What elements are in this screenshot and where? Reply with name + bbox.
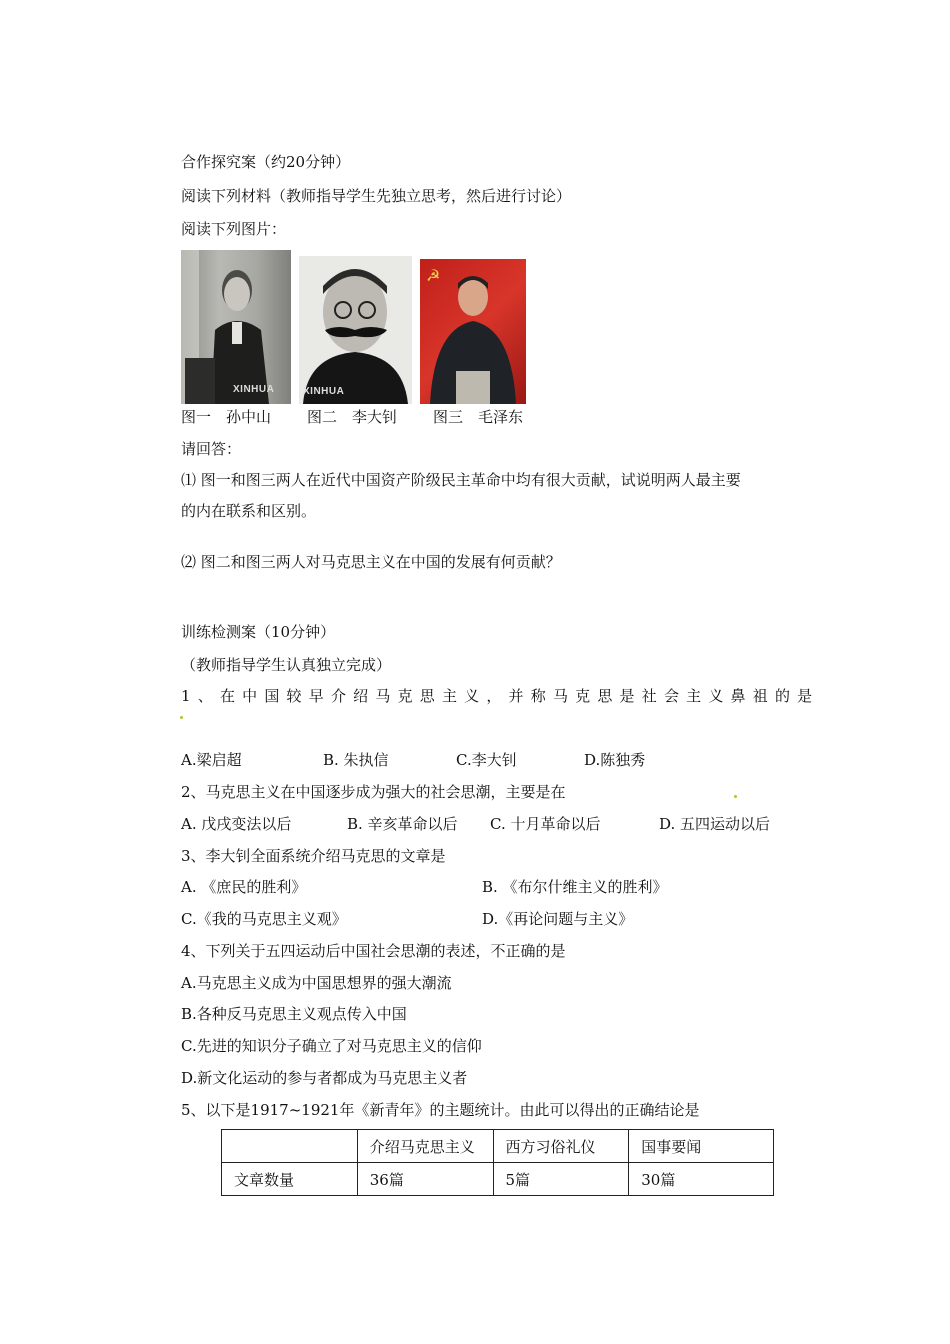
question-1-option-a: A.梁启超	[181, 751, 242, 769]
question-4-stem: 4、下列关于五四运动后中国社会思潮的表述，不正确的是	[181, 942, 566, 960]
question-1-stem: 1、在中国较早介绍马克思主义，并称马克思是社会主义鼻祖的是	[181, 687, 820, 705]
question-4-option-c: C.先进的知识分子确立了对马克思主义的信仰	[181, 1037, 482, 1055]
question-3-stem: 3、李大钊全面系统介绍马克思的文章是	[181, 847, 446, 865]
stray-mark	[734, 795, 737, 798]
watermark-1: XINHUA	[233, 384, 275, 395]
table-header-cell: 介绍马克思主义	[357, 1130, 493, 1163]
table-cell: 36篇	[357, 1163, 493, 1196]
question-3-option-d: D.《再论问题与主义》	[482, 910, 634, 928]
training-note: （教师指导学生认真独立完成）	[181, 656, 392, 674]
caption-3: 图三 毛泽东	[433, 408, 524, 426]
question-2-stem: 2、马克思主义在中国逐步成为强大的社会思潮，主要是在	[181, 783, 566, 801]
table-cell: 5篇	[493, 1163, 629, 1196]
svg-text:☭: ☭	[426, 266, 441, 285]
coop-question-2: ⑵ 图二和图三两人对马克思主义在中国的发展有何贡献？	[181, 553, 561, 571]
theme-statistics-table	[221, 1129, 774, 1196]
stray-mark	[180, 716, 183, 719]
question-4-option-a: A.马克思主义成为中国思想界的强大潮流	[181, 974, 452, 992]
coop-question-1-line1: ⑴ 图一和图三两人在近代中国资产阶级民主革命中均有很大贡献，试说明两人最主要	[181, 471, 741, 489]
portrait-figure-icon	[420, 259, 526, 404]
table-header-cell: 国事要闻	[629, 1130, 774, 1163]
coop-heading: 合作探究案（约20分钟）	[181, 153, 351, 171]
table-header-cell: 西方习俗礼仪	[493, 1130, 629, 1163]
question-1-option-d: D.陈独秀	[584, 751, 646, 769]
answer-prompt: 请回答：	[181, 440, 242, 458]
coop-question-1-line2: 的内在联系和区别。	[181, 502, 317, 520]
question-3-option-c: C.《我的马克思主义观》	[181, 910, 347, 928]
question-1-option-b: B. 朱执信	[323, 751, 389, 769]
training-heading: 训练检测案（10分钟）	[181, 623, 336, 641]
table-cell: 30篇	[629, 1163, 774, 1196]
table-cell: 文章数量	[222, 1163, 358, 1196]
photo-sun-yatsen	[181, 250, 291, 404]
caption-1: 图一 孙中山	[181, 408, 272, 426]
question-2-option-d: D. 五四运动以后	[659, 815, 771, 833]
portrait-figure-icon	[181, 250, 291, 404]
question-2-option-c: C. 十月革命以后	[490, 815, 601, 833]
table-header-row	[222, 1130, 774, 1163]
table-header-cell	[222, 1130, 358, 1163]
question-4-option-b: B.各种反马克思主义观点传入中国	[181, 1005, 407, 1023]
question-2-option-b: B. 辛亥革命以后	[347, 815, 458, 833]
watermark-2: XINHUA	[303, 386, 345, 397]
coop-instruction: 阅读下列材料（教师指导学生先独立思考，然后进行讨论）	[181, 187, 572, 205]
portrait-figure-icon	[299, 256, 412, 404]
question-3-option-b: B. 《布尔什维主义的胜利》	[482, 878, 668, 896]
question-2-option-a: A. 戊戌变法以后	[181, 815, 292, 833]
question-3-option-a: A. 《庶民的胜利》	[181, 878, 307, 896]
read-pictures-label: 阅读下列图片：	[181, 220, 287, 238]
caption-2: 图二 李大钊	[307, 408, 398, 426]
question-1-option-c: C.李大钊	[456, 751, 517, 769]
question-5-stem: 5、以下是1917~1921年《新青年》的主题统计。由此可以得出的正确结论是	[181, 1101, 700, 1119]
photo-mao-zedong	[420, 259, 526, 404]
table-row	[222, 1163, 774, 1196]
question-4-option-d: D.新文化运动的参与者都成为马克思主义者	[181, 1069, 468, 1087]
photo-li-dazhao	[299, 256, 412, 404]
